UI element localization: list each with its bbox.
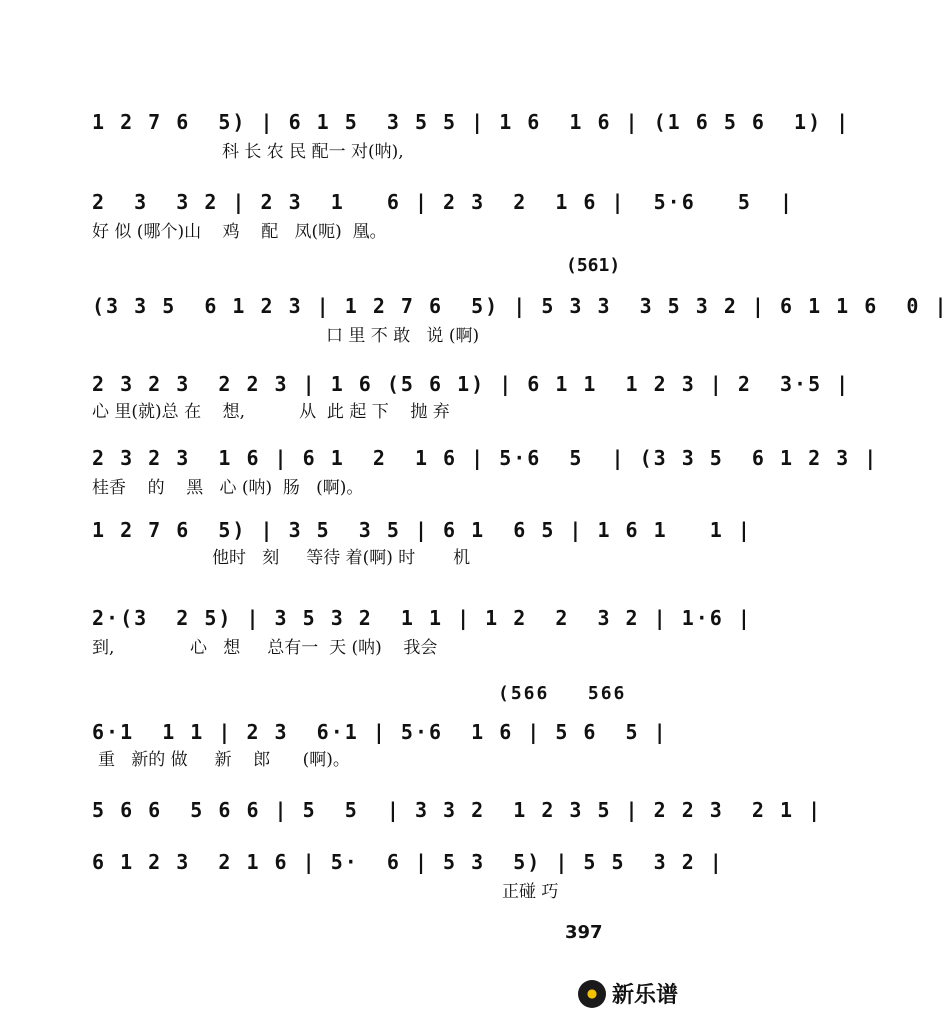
- note-row: 2 3 3 2 | 2 3 1 6 | 2 3 2 1 6 | 5·6 5 |: [92, 190, 795, 214]
- notation-line: [0, 446, 879, 470]
- lyric-row: 科 长 农 民 配一 对(呐),: [222, 142, 404, 162]
- lyric-row: 正碰 巧: [502, 882, 559, 902]
- note-row: 1 2 7 6 5) | 6 1 5 3 5 5 | 1 6 1 6 | (1 6 5 6 1) |: [92, 110, 851, 134]
- note-row: 2 3 2 3 1 6 | 6 1 2 1 6 | 5·6 5 | (3 3 5 6 1 2 3 |: [92, 446, 879, 470]
- note-row: 6·1 1 1 | 2 3 6·1 | 5·6 1 6 | 5 6 5 |: [92, 720, 668, 744]
- lyric-row: 他时 刻 等待 着(啊) 时 机: [212, 548, 471, 568]
- note-row: 5 6 6 5 6 6 | 5 5 | 3 3 2 1 2 3 5 | 2 2 3 2 1 |: [92, 798, 823, 822]
- page-number: 397: [565, 922, 603, 943]
- lyric-row: 好 似 (哪个)山 鸡 配 凤(呃) 凰。: [92, 222, 387, 242]
- notation-line: [0, 518, 752, 542]
- lyric-row: 口 里 不 敢 说 (啊): [326, 326, 480, 346]
- notation-line: [0, 294, 949, 318]
- lyric-row: 桂香 的 黑 心 (呐) 肠 (啊)。: [92, 478, 364, 498]
- notation-line: [0, 190, 795, 214]
- note-row: 2·(3 2 5) | 3 5 3 2 1 1 | 1 2 2 3 2 | 1·6 |: [92, 606, 752, 630]
- annotation: (566 566: [498, 683, 627, 704]
- notation-line: [0, 110, 851, 134]
- note-row: 6 1 2 3 2 1 6 | 5· 6 | 5 3 5) | 5 5 3 2 |: [92, 850, 724, 874]
- watermark-text: 新乐谱: [612, 983, 679, 1008]
- annotation: (561): [566, 255, 621, 276]
- notation-line: [0, 798, 823, 822]
- lyric-row: 重 新的 做 新 郎 (啊)。: [98, 750, 350, 770]
- lyric-row: 到, 心 想 总有一 天 (呐) 我会: [92, 638, 438, 658]
- notation-line: [0, 606, 752, 630]
- record-disc-icon: [578, 980, 606, 1008]
- note-row: (3 3 5 6 1 2 3 | 1 2 7 6 5) | 5 3 3 3 5 3 2 | 6 1 1 6 0 |: [92, 294, 949, 318]
- note-row: 2 3 2 3 2 2 3 | 1 6 (5 6 1) | 6 1 1 1 2 3 | 2 3·5 |: [92, 372, 851, 396]
- note-row: 1 2 7 6 5) | 3 5 3 5 | 6 1 6 5 | 1 6 1 1 |: [92, 518, 752, 542]
- watermark-logo: [578, 978, 678, 1009]
- notation-line: [0, 722, 710, 742]
- lyric-row: 心 里(就)总 在 想, 从 此 起 下 抛 弃: [92, 402, 450, 422]
- notation-line: [0, 850, 724, 874]
- notation-line: [0, 372, 851, 396]
